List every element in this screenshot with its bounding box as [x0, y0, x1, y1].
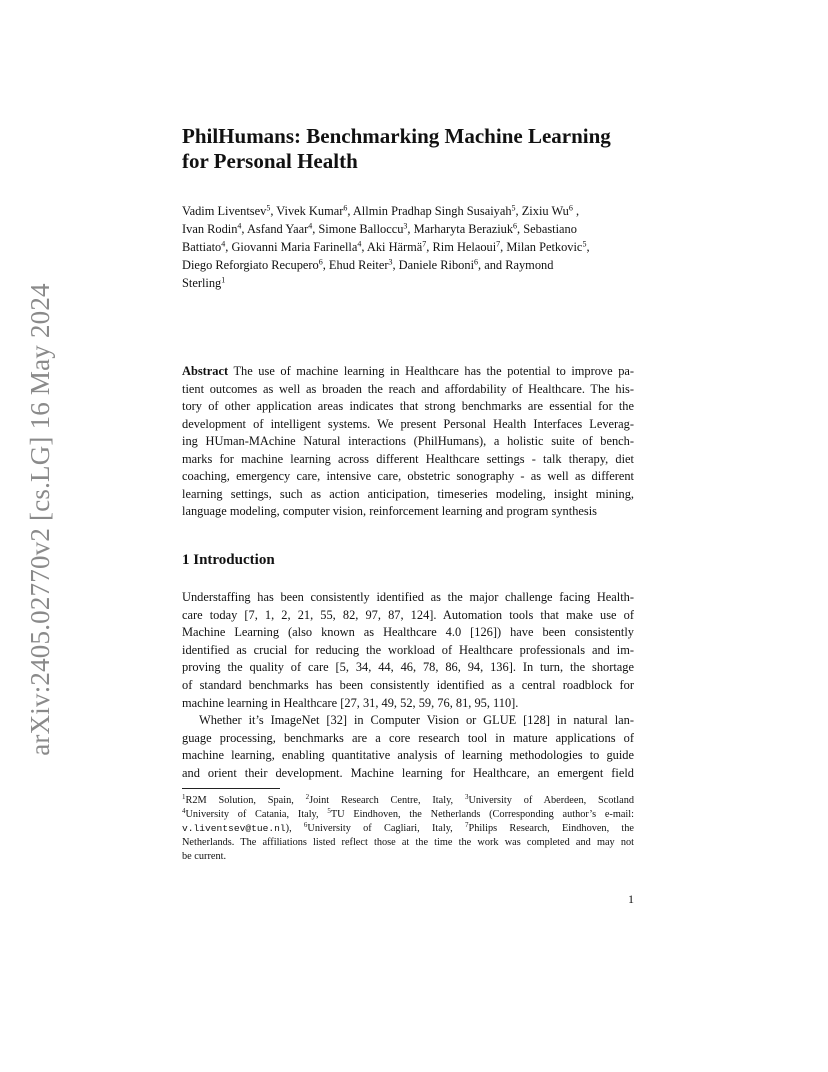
author-name: Sebastiano — [523, 222, 577, 236]
author-name: Zixiu Wu — [521, 204, 569, 218]
body-line: care today [7, 1, 2, 21, 55, 82, 97, 87, 124]. Automation tools that make use of — [182, 607, 634, 622]
footnote-mark: 7 — [465, 821, 469, 829]
author-name: Asfand Yaar — [246, 222, 309, 236]
abstract-line: marks for machine learning across different Healthcare settings - talk therapy, diet — [182, 451, 634, 466]
title-line-1: PhilHumans: Benchmarking Machine Learning — [182, 124, 611, 148]
body-line: of standard benchmarks has been consistently identified as a central roadblock for — [182, 677, 634, 692]
affiliation: R2M Solution, Spain, — [185, 795, 294, 806]
affiliation: Joint Research Centre, Italy, — [309, 795, 454, 806]
author-affiliation-mark: 6 — [474, 257, 479, 267]
abstract-line: learning settings, such as action anticipation, timeseries modeling, insight mining, — [182, 486, 634, 501]
author-name: and Raymond — [484, 258, 554, 272]
footnote-line — [182, 808, 634, 822]
footnote-line: be current. — [182, 851, 227, 862]
author-email: v.liventsev@tue.nl — [182, 823, 286, 834]
author-affiliation-mark: 6 — [513, 221, 518, 231]
author-affiliation-mark: 1 — [221, 275, 226, 285]
author-affiliation-mark: 3 — [403, 221, 408, 231]
title-line-2: for Personal Health — [182, 149, 358, 173]
author-name: Daniele Riboni — [398, 258, 475, 272]
author-affiliation-mark: 7 — [422, 239, 427, 249]
author-name: Ivan Rodin — [182, 222, 238, 236]
author-affiliation-mark: 6 — [318, 257, 323, 267]
body-line: guage processing, benchmarks are a core research tool in mature applications of — [182, 730, 634, 745]
paper-title — [182, 124, 652, 174]
author-line: Vadim Liventsev$^5$, Vivek Kumar$^6$, Allmin Pradhap Singh Susaiyah$^5$, Zixiu Wu$^6$ , — [182, 203, 580, 218]
author-affiliation-mark: 4 — [357, 239, 362, 249]
author-name: Vivek Kumar — [276, 204, 344, 218]
footnote-mark: 1 — [182, 793, 186, 801]
author-name: Milan Petkovic — [506, 240, 583, 254]
affiliation: TU Eindhoven, the Netherlands (Corresponding author’s e-mail: — [330, 809, 634, 820]
page-number: 1 — [628, 892, 634, 906]
arxiv-side-stamp — [22, 276, 58, 762]
footnote-line: Netherlands. The affiliations listed reflect those at the time the work was completed and may not — [182, 837, 634, 848]
footnote-mark: 4 — [182, 807, 186, 815]
abstract-line: tient outcomes as well as broaden the reach and affordability of Healthcare. The his- — [182, 381, 634, 396]
abstract-line: language modeling, computer vision, reinforcement learning and program synthesis — [182, 504, 597, 518]
author-line — [182, 274, 634, 292]
author-affiliation-mark: 5 — [266, 203, 271, 213]
author-name: Giovanni Maria Farinella — [231, 240, 358, 254]
introduction-body — [182, 589, 634, 783]
affiliation-punctuation: ), — [285, 823, 292, 834]
abstract-line: tory of other application areas indicates that strong benchmarks are essential for the — [182, 399, 634, 413]
author-name: Rim Helaoui — [432, 240, 497, 254]
arxiv-identifier: arXiv:2405.02770v2 [cs.LG] 16 May 2024 — [24, 282, 55, 756]
body-line: proving the quality of care [5, 34, 44, 46, 78, 86, 94, 136]. In turn, the shortage — [182, 660, 634, 675]
body-line: machine learning, enabling quantitative analysis of learning methodologies to guide — [182, 748, 634, 763]
author-name: Diego Reforgiato Recupero — [182, 258, 319, 272]
author-name: Battiato — [182, 240, 222, 254]
footnote-rule — [182, 788, 280, 789]
author-affiliation-mark: 5 — [582, 239, 587, 249]
author-name: Sterling — [182, 276, 222, 290]
footnote-mark: 5 — [327, 807, 331, 815]
affiliation-footnote — [182, 794, 634, 864]
body-line: Machine Learning (also known as Healthcare 4.0 [126]) have been consistently — [182, 625, 634, 640]
abstract — [182, 363, 634, 521]
body-line: and orient their development. Machine learning for Healthcare, an emergent field — [182, 765, 634, 780]
affiliation: University of Aberdeen, Scotland — [468, 795, 635, 806]
author-affiliation-mark: 4 — [308, 221, 313, 231]
author-affiliation-mark: 4 — [221, 239, 226, 249]
footnote-line — [182, 794, 634, 808]
affiliation: University of Cagliari, Italy, — [307, 823, 453, 834]
body-line: Understaffing has been consistently identified as the major challenge facing Health- — [182, 590, 634, 604]
body-line: machine learning in Healthcare [27, 31, 49, 52, 59, 76, 81, 95, 110]. — [182, 695, 519, 710]
author-name: Vadim Liventsev — [182, 204, 267, 218]
affiliation: University of Catania, Italy, — [185, 809, 319, 820]
footnote-line — [182, 822, 634, 836]
author-affiliation-mark: 7 — [496, 239, 501, 249]
abstract-text: The use of machine learning in Healthcare has the potential to improve pa- — [233, 364, 635, 378]
author-name: Simone Balloccu — [318, 222, 404, 236]
author-name: Allmin Pradhap Singh Susaiyah — [352, 204, 512, 218]
abstract-line: ing HUman-MAchine Natural interactions (PhilHumans), a holistic suite of bench- — [182, 434, 634, 448]
author-list — [182, 202, 634, 292]
author-affiliation-mark: 3 — [388, 257, 393, 267]
author-line: Ivan Rodin$^4$, Asfand Yaar$^4$, Simone Balloccu$^3$, Marharyta Beraziuk$^6$, Sebastiano — [182, 221, 577, 236]
author-affiliation-mark: 6 — [343, 203, 348, 213]
author-name: Aki Härmä — [366, 240, 423, 254]
footnote-mark: 2 — [305, 793, 310, 801]
body-line: identified as crucial for reducing the workload of Healthcare professionals and im- — [182, 642, 634, 657]
affiliation: Philips Research, Eindhoven, the — [468, 823, 634, 834]
footnote-mark: 6 — [303, 821, 308, 829]
abstract-line: development of intelligent systems. We present Personal Health Interfaces Leverag- — [182, 416, 634, 431]
author-affiliation-mark: 5 — [511, 203, 516, 213]
author-affiliation-mark: 4 — [237, 221, 242, 231]
author-line: Battiato$^4$, Giovanni Maria Farinella$^4$, Aki Härmä$^7$, Rim Helaoui$^7$, Milan Petkovic$^5$, — [182, 239, 590, 254]
author-name: Marharyta Beraziuk — [413, 222, 514, 236]
abstract-line — [182, 363, 634, 381]
abstract-label: Abstract — [182, 364, 229, 378]
body-line: Whether it’s ImageNet [32] in Computer Vision or GLUE [128] in natural lan- — [199, 713, 634, 728]
abstract-line: coaching, emergency care, intensive care, obstetric sonography - as well as different — [182, 469, 634, 483]
author-line: Diego Reforgiato Recupero$^6$, Ehud Reiter$^3$, Daniele Riboni$^6$, and Raymond — [182, 257, 554, 272]
author-name: Ehud Reiter — [328, 258, 389, 272]
footnote-mark: 3 — [464, 793, 469, 801]
section-heading-introduction: 1 Introduction — [182, 552, 275, 568]
author-affiliation-mark: 6 — [568, 203, 573, 213]
